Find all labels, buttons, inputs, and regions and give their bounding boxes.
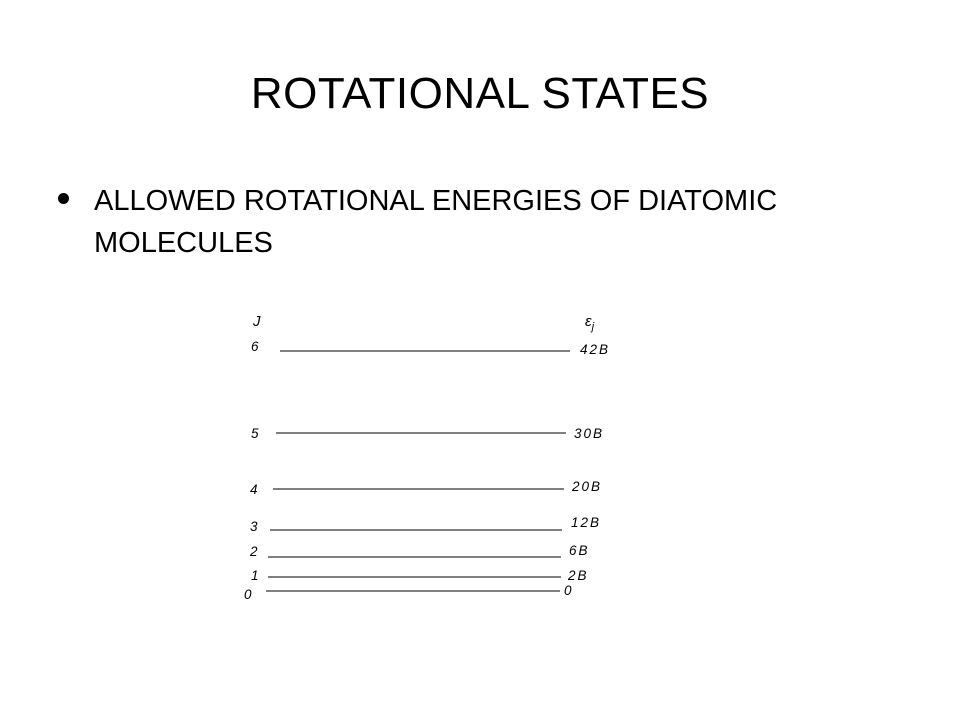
level-j-label: 4 <box>250 482 258 497</box>
energy-level-5 <box>251 426 604 441</box>
energy-level-3 <box>250 515 601 534</box>
energy-level-6 <box>251 339 610 357</box>
level-energy-label: 0 <box>564 583 574 598</box>
energy-level-2 <box>249 543 590 559</box>
level-energy-label: 20B <box>572 479 603 494</box>
level-j-label: 0 <box>244 587 252 602</box>
energy-axis-header <box>585 313 595 333</box>
level-energy-label: 42B <box>580 342 611 357</box>
level-j-label: 5 <box>251 426 259 441</box>
bullet-text: ALLOWED ROTATIONAL ENERGIES OF DIATOMIC MOLECULES <box>94 185 778 259</box>
level-energy-label: 30B <box>574 426 605 441</box>
energy-level-0 <box>244 583 574 602</box>
energy-symbol: ε <box>585 313 592 330</box>
energy-subscript: j <box>591 321 595 333</box>
level-j-label: 2 <box>250 544 258 559</box>
level-j-label: 3 <box>250 519 258 534</box>
level-energy-label: 12B <box>571 515 602 530</box>
j-axis-header: J <box>253 313 261 330</box>
level-j-label: 1 <box>251 568 259 583</box>
energy-level-4 <box>250 479 602 497</box>
energy-levels <box>244 339 610 602</box>
slide-title: ROTATIONAL STATES <box>250 69 710 118</box>
level-energy-label: 2B <box>568 568 589 583</box>
energy-level-1 <box>251 568 589 583</box>
level-j-label: 6 <box>251 339 259 354</box>
level-energy-label: 6B <box>569 543 590 558</box>
